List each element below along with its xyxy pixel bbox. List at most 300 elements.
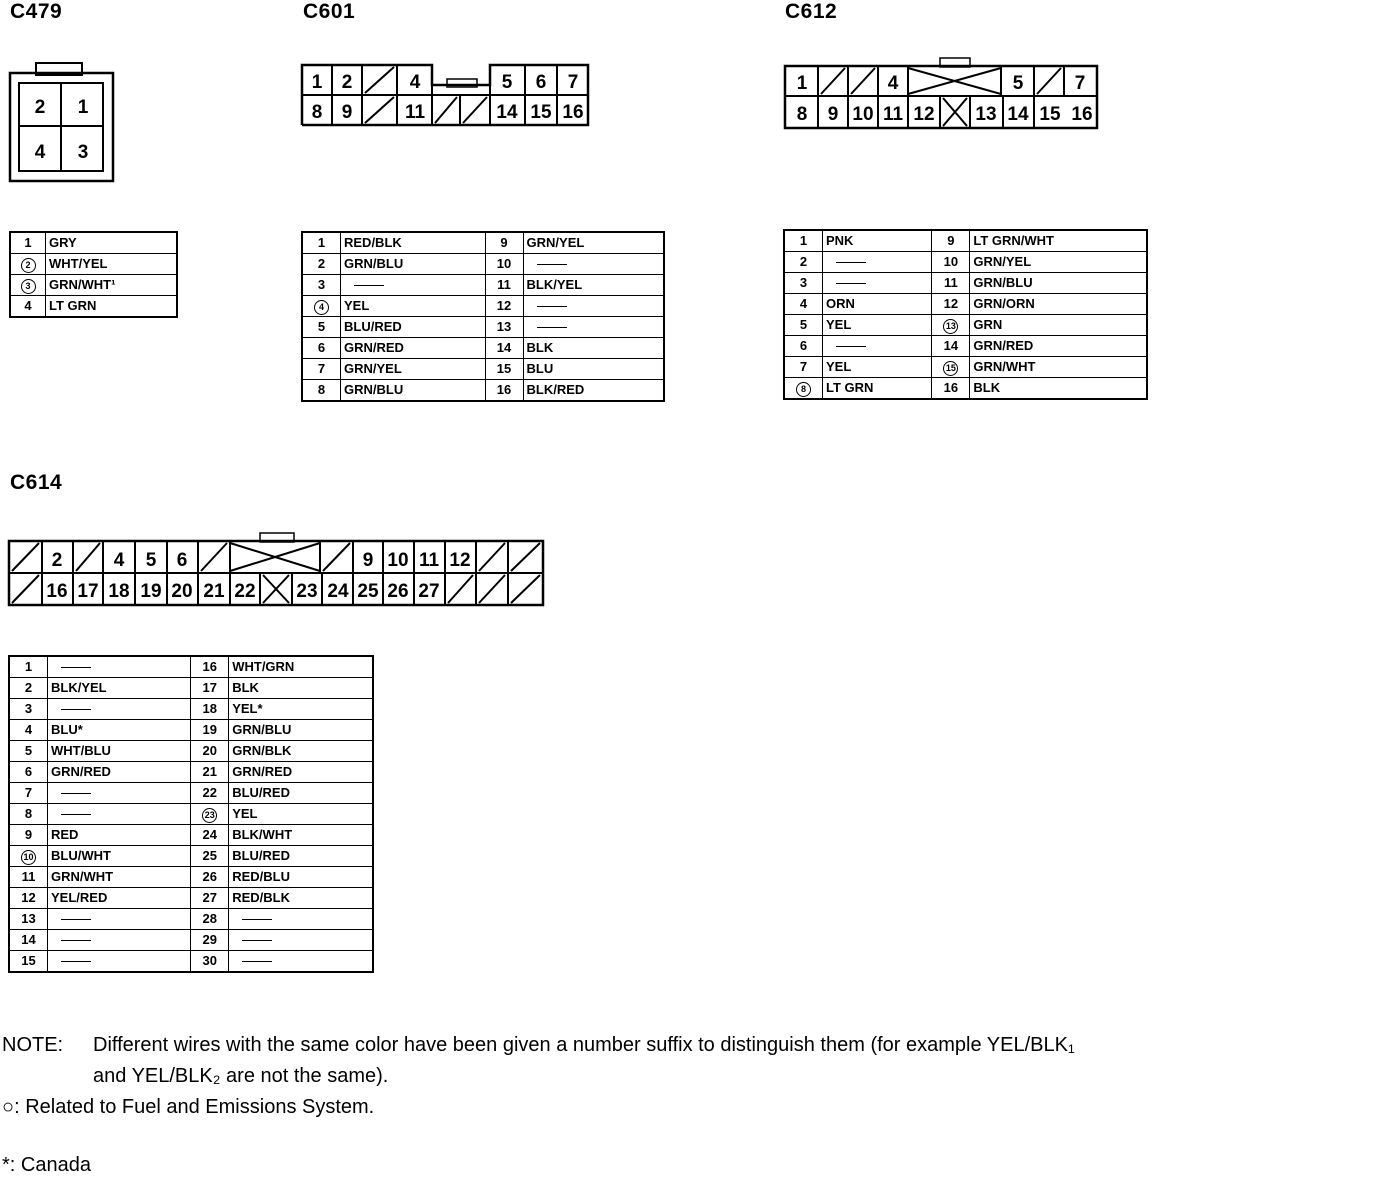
wire-color bbox=[523, 296, 664, 317]
wire-color bbox=[229, 909, 373, 930]
wire-color bbox=[48, 951, 191, 973]
c479-face-pin: 3 bbox=[77, 142, 89, 163]
c601-face-pin: 11 bbox=[404, 102, 426, 123]
table-row bbox=[9, 656, 373, 678]
pin-number bbox=[932, 378, 970, 400]
wire-color bbox=[48, 656, 191, 678]
pin-number-text: 14 bbox=[21, 932, 36, 947]
table-row bbox=[302, 359, 664, 380]
wire-color bbox=[341, 275, 486, 296]
pin-number-text: 28 bbox=[202, 911, 217, 926]
pin-number bbox=[9, 930, 48, 951]
c479-connector-face bbox=[0, 55, 130, 190]
pin-number bbox=[784, 273, 823, 294]
table-row bbox=[302, 254, 664, 275]
c614-face-pin: 12 bbox=[449, 550, 471, 571]
pin-number-text: 15 bbox=[496, 361, 512, 376]
c601-face-pin: 6 bbox=[535, 72, 547, 93]
pin-number bbox=[9, 846, 48, 867]
circled-pin-number: 8 bbox=[796, 382, 811, 397]
pin-number bbox=[784, 315, 823, 336]
pin-number-text: 16 bbox=[943, 380, 959, 395]
c614-face-pin: 21 bbox=[203, 581, 225, 602]
pin-number bbox=[191, 930, 229, 951]
table-row bbox=[10, 254, 177, 275]
pin-number-text: 16 bbox=[202, 659, 217, 674]
pin-number bbox=[9, 825, 48, 846]
pin-number bbox=[302, 232, 341, 254]
c479-title: C479 bbox=[10, 0, 63, 23]
wire-color bbox=[48, 909, 191, 930]
pin-number-text: 14 bbox=[943, 338, 959, 353]
c479-pin-table bbox=[9, 231, 178, 318]
c601-face-pin: 8 bbox=[311, 102, 323, 123]
no-wire-dash bbox=[537, 327, 567, 328]
c601-face-pin: 5 bbox=[501, 72, 513, 93]
pin-number-text: 1 bbox=[24, 235, 32, 250]
pin-number-text: 4 bbox=[24, 722, 33, 737]
pin-number bbox=[9, 867, 48, 888]
table-row bbox=[784, 273, 1147, 294]
pin-number bbox=[191, 678, 229, 699]
pin-number-text: 2 bbox=[799, 254, 808, 269]
pin-number bbox=[932, 294, 970, 315]
wire-color: GRN/RED bbox=[341, 338, 486, 359]
pin-number bbox=[191, 720, 229, 741]
pin-number bbox=[784, 294, 823, 315]
c614-face-pin: 24 bbox=[327, 581, 349, 602]
wire-color: BLU bbox=[523, 359, 664, 380]
c614-face-pin: 2 bbox=[51, 550, 63, 571]
wire-color: GRN/YEL bbox=[341, 359, 486, 380]
c614-face-pin: 4 bbox=[113, 550, 125, 571]
wire-color bbox=[48, 804, 191, 825]
wire-color: RED/BLK bbox=[229, 888, 373, 909]
wire-color: YEL bbox=[229, 804, 373, 825]
c601-face-pin: 15 bbox=[530, 102, 552, 123]
pin-number bbox=[932, 230, 970, 252]
table-row bbox=[9, 951, 373, 973]
note-label: NOTE: bbox=[2, 1034, 64, 1056]
c612-pin-table bbox=[783, 229, 1148, 400]
pin-number bbox=[191, 846, 229, 867]
table-row bbox=[9, 909, 373, 930]
c601-face-pin: 2 bbox=[341, 72, 353, 93]
c614-title: C614 bbox=[10, 471, 63, 494]
pin-number bbox=[784, 230, 823, 252]
c479-face-pin: 1 bbox=[77, 97, 89, 118]
pin-number-text: 7 bbox=[799, 359, 808, 374]
wire-color: BLK/YEL bbox=[48, 678, 191, 699]
note-line-2: and YEL/BLK₂ are not the same). bbox=[93, 1065, 389, 1087]
c601-face-pin: 16 bbox=[562, 102, 584, 123]
pin-number bbox=[10, 254, 46, 275]
pin-number bbox=[485, 380, 523, 402]
wire-color bbox=[823, 252, 932, 273]
wire-color: GRN/BLU bbox=[229, 720, 373, 741]
table-row bbox=[9, 804, 373, 825]
pin-number-text: 5 bbox=[24, 743, 33, 758]
wire-color: GRN/WHT bbox=[970, 357, 1147, 378]
legend-star-note: *: Canada bbox=[2, 1154, 91, 1176]
wire-color: WHT/YEL bbox=[46, 254, 178, 275]
no-wire-dash bbox=[354, 285, 384, 286]
pin-number bbox=[9, 951, 48, 973]
pin-number-text: 2 bbox=[317, 256, 326, 271]
pin-number-text: 29 bbox=[202, 932, 217, 947]
c614-face-pin: 22 bbox=[234, 581, 256, 602]
wire-color: WHT/GRN bbox=[229, 656, 373, 678]
table-row bbox=[9, 888, 373, 909]
c614-face-pin: 19 bbox=[140, 581, 162, 602]
pin-number-text: 1 bbox=[24, 659, 33, 674]
no-wire-dash bbox=[61, 961, 91, 962]
circled-pin-number: 3 bbox=[21, 279, 36, 294]
circled-pin-number: 10 bbox=[21, 850, 36, 865]
wire-color: YEL bbox=[341, 296, 486, 317]
pin-number-text: 25 bbox=[202, 848, 217, 863]
wire-color: GRN/WHT¹ bbox=[46, 275, 178, 296]
wire-color: GRN/BLU bbox=[970, 273, 1147, 294]
pin-number bbox=[10, 232, 46, 254]
pin-number bbox=[191, 825, 229, 846]
no-wire-dash bbox=[61, 814, 91, 815]
c601-pin-table bbox=[301, 231, 665, 402]
pin-number bbox=[191, 762, 229, 783]
circled-pin-number: 13 bbox=[943, 319, 958, 334]
pin-number-text: 11 bbox=[497, 277, 511, 292]
pin-number-text: 6 bbox=[799, 338, 808, 353]
no-wire-dash bbox=[836, 262, 866, 263]
pin-number-text: 15 bbox=[21, 953, 36, 968]
wire-color bbox=[823, 273, 932, 294]
pin-number bbox=[191, 699, 229, 720]
pin-number bbox=[485, 254, 523, 275]
no-wire-dash bbox=[242, 919, 272, 920]
pin-number-text: 6 bbox=[317, 340, 326, 355]
c612-title: C612 bbox=[785, 0, 838, 23]
pin-number bbox=[302, 359, 341, 380]
c612-face-pin: 5 bbox=[1012, 73, 1024, 94]
wire-color: BLU/WHT bbox=[48, 846, 191, 867]
c612-face-pin: 7 bbox=[1074, 73, 1086, 94]
pin-number-text: 1 bbox=[799, 233, 808, 248]
pin-number-text: 9 bbox=[24, 827, 33, 842]
table-row bbox=[9, 720, 373, 741]
wire-color: BLK/RED bbox=[523, 380, 664, 402]
wire-color: GRN/ORN bbox=[970, 294, 1147, 315]
pin-number-text: 3 bbox=[317, 277, 326, 292]
pin-number bbox=[9, 909, 48, 930]
c612-face-pin: 4 bbox=[887, 73, 899, 94]
pin-number bbox=[485, 232, 523, 254]
c614-face-pin: 16 bbox=[46, 581, 68, 602]
pin-number-text: 6 bbox=[24, 764, 33, 779]
wire-color bbox=[523, 254, 664, 275]
pin-number bbox=[302, 338, 341, 359]
wire-color: RED/BLK bbox=[341, 232, 486, 254]
c612-face-pin: 12 bbox=[913, 104, 935, 125]
table-row bbox=[9, 678, 373, 699]
pin-number-text: 14 bbox=[496, 340, 512, 355]
c612-face-pin: 16 bbox=[1071, 104, 1093, 125]
no-wire-dash bbox=[242, 940, 272, 941]
c612-face-pin: 9 bbox=[827, 104, 839, 125]
c614-face-pin: 25 bbox=[357, 581, 379, 602]
c614-face-pin: 23 bbox=[296, 581, 318, 602]
pin-number bbox=[485, 317, 523, 338]
circled-pin-number: 2 bbox=[21, 258, 36, 273]
note-line-1: Different wires with the same color have been given a number suffix to distinguish them (for example YEL/BLK₁ bbox=[93, 1034, 1075, 1056]
c601-title: C601 bbox=[303, 0, 356, 23]
wire-color: LT GRN bbox=[46, 296, 178, 318]
pin-number bbox=[302, 317, 341, 338]
pin-number-text: 4 bbox=[24, 298, 32, 313]
pin-number bbox=[302, 380, 341, 402]
pin-number-text: 3 bbox=[24, 701, 33, 716]
pin-number-text: 1 bbox=[317, 235, 326, 250]
circled-pin-number: 23 bbox=[202, 808, 217, 823]
pin-number-text: 7 bbox=[317, 361, 326, 376]
c601-face-pin: 9 bbox=[341, 102, 353, 123]
c614-face-pin: 17 bbox=[77, 581, 99, 602]
pin-number bbox=[9, 804, 48, 825]
pin-number bbox=[9, 678, 48, 699]
pin-number bbox=[932, 357, 970, 378]
no-wire-dash bbox=[836, 283, 866, 284]
wire-color: GRN/BLU bbox=[341, 254, 486, 275]
no-wire-dash bbox=[61, 793, 91, 794]
wire-color: GRN/WHT bbox=[48, 867, 191, 888]
wire-color: BLK bbox=[970, 378, 1147, 400]
wire-color: BLK/YEL bbox=[523, 275, 664, 296]
wire-color bbox=[48, 699, 191, 720]
no-wire-dash bbox=[537, 264, 567, 265]
pin-number-text: 30 bbox=[202, 953, 217, 968]
table-row bbox=[9, 699, 373, 720]
c614-face-pin: 27 bbox=[418, 581, 440, 602]
pin-number bbox=[9, 783, 48, 804]
c479-face-pin: 4 bbox=[34, 142, 46, 163]
pin-number bbox=[10, 296, 46, 318]
wire-color: BLU* bbox=[48, 720, 191, 741]
table-row bbox=[9, 825, 373, 846]
c614-connector-face bbox=[0, 527, 550, 609]
pin-number bbox=[932, 336, 970, 357]
table-row bbox=[784, 294, 1147, 315]
table-row bbox=[10, 232, 177, 254]
wire-color: GRN bbox=[970, 315, 1147, 336]
pin-number-text: 24 bbox=[202, 827, 217, 842]
c612-face-pin: 14 bbox=[1007, 104, 1029, 125]
pin-number bbox=[9, 888, 48, 909]
c614-face-pin: 5 bbox=[145, 550, 157, 571]
pin-number-text: 16 bbox=[496, 382, 512, 397]
pin-number-text: 11 bbox=[21, 869, 36, 884]
pin-number-text: 5 bbox=[317, 319, 326, 334]
c601-face-pin: 1 bbox=[311, 72, 323, 93]
table-row bbox=[302, 317, 664, 338]
pin-number-text: 9 bbox=[500, 235, 508, 250]
c614-face-pin: 18 bbox=[108, 581, 130, 602]
wire-color: RED bbox=[48, 825, 191, 846]
wire-color: GRN/RED bbox=[229, 762, 373, 783]
pin-number-text: 17 bbox=[202, 680, 217, 695]
pin-number bbox=[9, 699, 48, 720]
pin-number-text: 13 bbox=[496, 319, 512, 334]
wire-color: BLK bbox=[523, 338, 664, 359]
pin-number bbox=[191, 804, 229, 825]
wire-color: YEL* bbox=[229, 699, 373, 720]
pin-number bbox=[784, 357, 823, 378]
pin-number-text: 22 bbox=[202, 785, 217, 800]
table-row bbox=[302, 380, 664, 402]
table-row bbox=[10, 275, 177, 296]
table-row bbox=[9, 762, 373, 783]
pin-number-text: 12 bbox=[21, 890, 36, 905]
c614-face-pin: 10 bbox=[387, 550, 409, 571]
table-row bbox=[302, 275, 664, 296]
pin-number-text: 19 bbox=[202, 722, 217, 737]
wire-color: BLU/RED bbox=[229, 846, 373, 867]
wire-color: YEL bbox=[823, 315, 932, 336]
pin-number-text: 7 bbox=[24, 785, 33, 800]
pin-number-text: 2 bbox=[24, 680, 33, 695]
pin-number bbox=[191, 783, 229, 804]
pin-number bbox=[191, 951, 229, 973]
wire-color: BLK/WHT bbox=[229, 825, 373, 846]
table-row bbox=[784, 357, 1147, 378]
pin-number-text: 11 bbox=[943, 275, 958, 290]
c614-face-pin: 11 bbox=[418, 550, 440, 571]
c601-face-pin: 14 bbox=[496, 102, 518, 123]
pin-number bbox=[191, 888, 229, 909]
c612-face-pin: 1 bbox=[796, 73, 808, 94]
table-row bbox=[784, 336, 1147, 357]
pin-number-text: 5 bbox=[799, 317, 808, 332]
pin-number-text: 26 bbox=[202, 869, 217, 884]
pin-number-text: 10 bbox=[943, 254, 959, 269]
wire-color: YEL bbox=[823, 357, 932, 378]
pin-number bbox=[784, 336, 823, 357]
circled-pin-number: 4 bbox=[314, 300, 329, 315]
table-row bbox=[784, 378, 1147, 400]
no-wire-dash bbox=[61, 940, 91, 941]
table-row bbox=[784, 315, 1147, 336]
pin-number-text: 27 bbox=[202, 890, 217, 905]
wire-color: GRN/RED bbox=[970, 336, 1147, 357]
pin-number-text: 20 bbox=[202, 743, 217, 758]
wire-color: LT GRN/WHT bbox=[970, 230, 1147, 252]
wire-color: RED/BLU bbox=[229, 867, 373, 888]
pin-number bbox=[10, 275, 46, 296]
pin-number bbox=[9, 741, 48, 762]
c614-pin-table bbox=[8, 655, 374, 973]
pin-number-text: 9 bbox=[947, 233, 955, 248]
pin-number bbox=[932, 273, 970, 294]
circled-pin-number: 15 bbox=[943, 361, 958, 376]
wire-color: WHT/BLU bbox=[48, 741, 191, 762]
pin-number bbox=[485, 296, 523, 317]
no-wire-dash bbox=[836, 346, 866, 347]
table-row bbox=[9, 930, 373, 951]
pin-number-text: 3 bbox=[799, 275, 808, 290]
pin-number bbox=[9, 720, 48, 741]
wire-color: BLK bbox=[229, 678, 373, 699]
no-wire-dash bbox=[537, 306, 567, 307]
wire-color: ORN bbox=[823, 294, 932, 315]
pin-number bbox=[302, 275, 341, 296]
pin-number-text: 13 bbox=[21, 911, 36, 926]
pin-number bbox=[191, 741, 229, 762]
c614-face-pin: 26 bbox=[387, 581, 409, 602]
no-wire-dash bbox=[61, 919, 91, 920]
pin-number-text: 12 bbox=[496, 298, 512, 313]
c612-face-pin: 10 bbox=[852, 104, 874, 125]
pin-number bbox=[191, 867, 229, 888]
c612-face-pin: 15 bbox=[1039, 104, 1061, 125]
pin-number bbox=[9, 762, 48, 783]
pin-number-text: 21 bbox=[202, 764, 217, 779]
wire-color: GRN/YEL bbox=[523, 232, 664, 254]
table-row bbox=[9, 783, 373, 804]
pin-number bbox=[485, 275, 523, 296]
pin-number-text: 4 bbox=[799, 296, 808, 311]
pin-number bbox=[9, 656, 48, 678]
wire-color: LT GRN bbox=[823, 378, 932, 400]
wire-color bbox=[523, 317, 664, 338]
no-wire-dash bbox=[61, 667, 91, 668]
table-row bbox=[302, 338, 664, 359]
table-row bbox=[784, 230, 1147, 252]
wire-color bbox=[229, 951, 373, 973]
wire-color bbox=[48, 930, 191, 951]
c614-face-pin: 9 bbox=[362, 550, 374, 571]
pin-number-text: 8 bbox=[24, 806, 33, 821]
table-row bbox=[302, 232, 664, 254]
pin-number bbox=[784, 252, 823, 273]
pin-number bbox=[302, 254, 341, 275]
table-row bbox=[784, 252, 1147, 273]
c612-face-pin: 8 bbox=[796, 104, 808, 125]
c612-connector-face bbox=[778, 52, 1103, 132]
table-row bbox=[9, 867, 373, 888]
legend-circle-note: ○: Related to Fuel and Emissions System. bbox=[2, 1096, 375, 1118]
no-wire-dash bbox=[242, 961, 272, 962]
wire-color: GRN/RED bbox=[48, 762, 191, 783]
c479-face-pin: 2 bbox=[34, 97, 46, 118]
pin-number bbox=[932, 252, 970, 273]
pin-number bbox=[191, 656, 229, 678]
wire-color bbox=[229, 930, 373, 951]
wire-color bbox=[823, 336, 932, 357]
no-wire-dash bbox=[61, 709, 91, 710]
pin-number-text: 10 bbox=[496, 256, 512, 271]
c601-face-pin: 4 bbox=[409, 72, 421, 93]
c601-face-pin: 7 bbox=[567, 72, 579, 93]
c614-face-pin: 6 bbox=[176, 550, 188, 571]
table-row bbox=[10, 296, 177, 318]
pin-number bbox=[485, 359, 523, 380]
wire-color: GRN/BLU bbox=[341, 380, 486, 402]
wire-color: BLU/RED bbox=[341, 317, 486, 338]
table-row bbox=[9, 741, 373, 762]
pin-number bbox=[485, 338, 523, 359]
pin-number-text: 8 bbox=[317, 382, 326, 397]
wire-color: GRN/BLK bbox=[229, 741, 373, 762]
wire-color: GRY bbox=[46, 232, 178, 254]
table-row bbox=[9, 846, 373, 867]
